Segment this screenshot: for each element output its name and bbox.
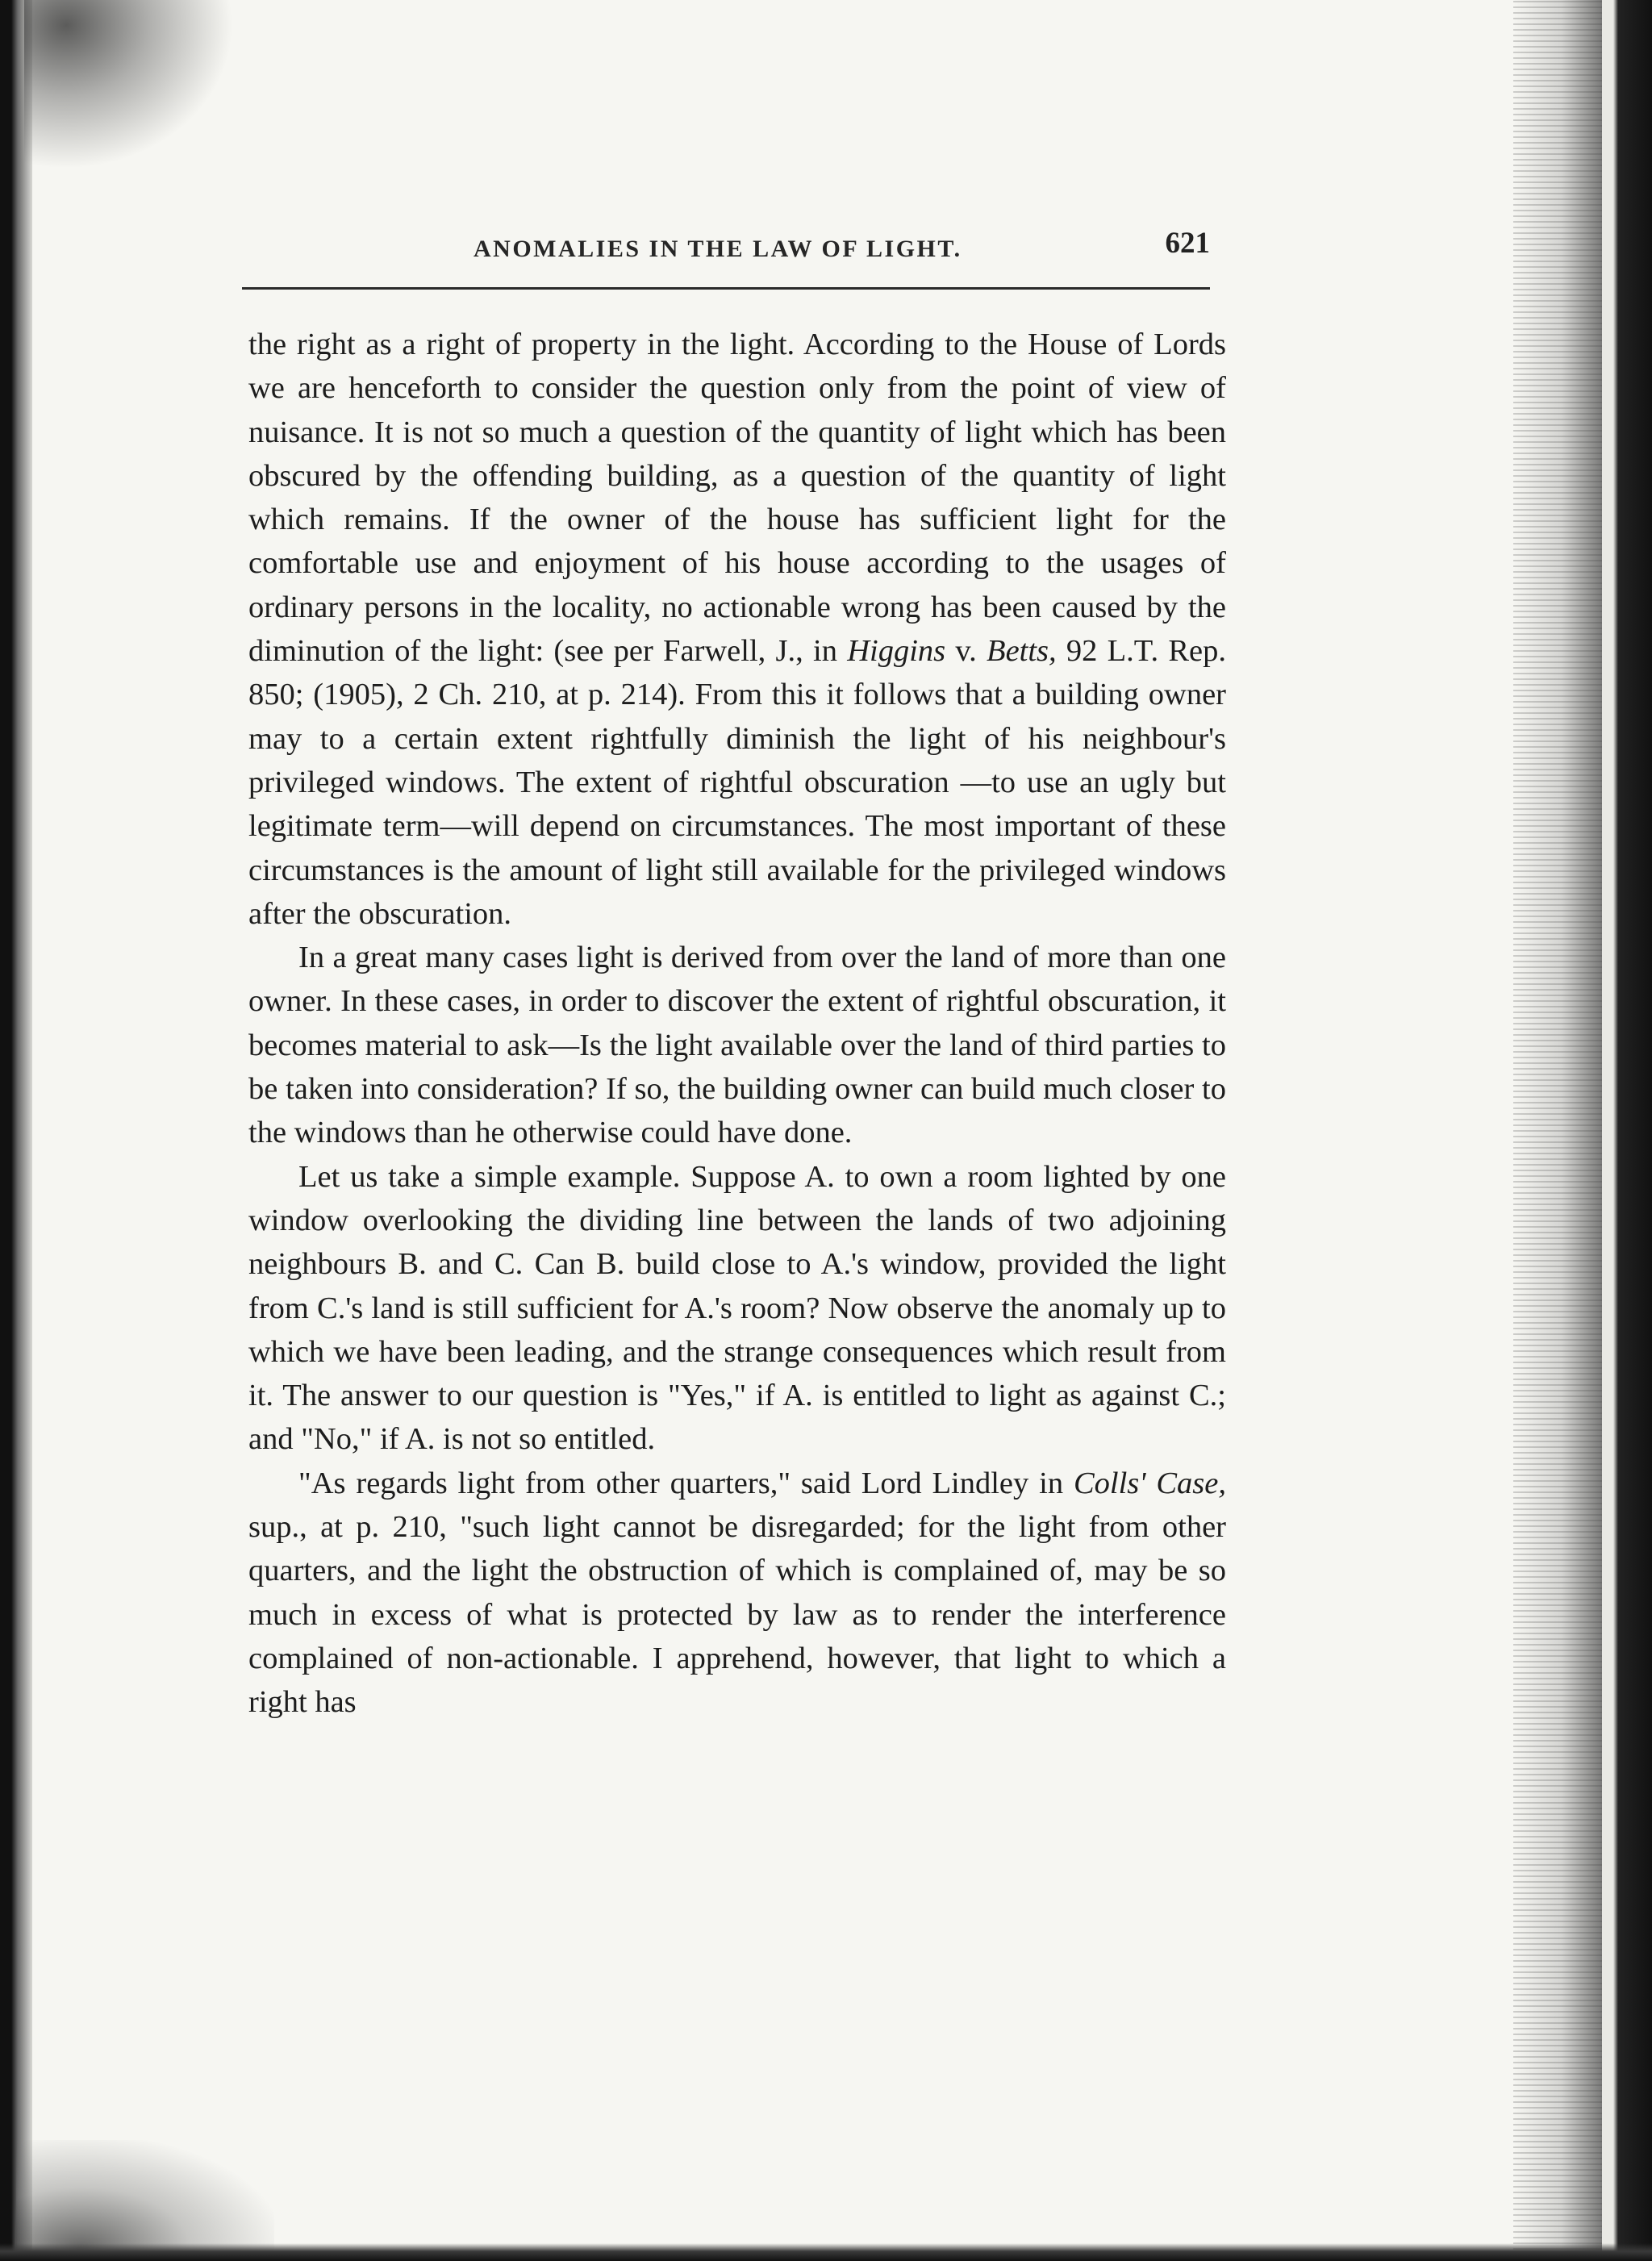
scan-shadow-top-left bbox=[24, 0, 234, 169]
paragraph-text: 92 L.T. Rep. 850; (1905), 2 Ch. 210, at p. 214). From this it follows that a building owner may to a certain extent rightfully diminish the light of his neighbour's privileged windows. The extent of rightful obscuration —to use an ugly but legitimate term—will depend on circumstances. The most important of these circumstances is the amount of light still available for the privileged windows after the obscuration. bbox=[248, 634, 1226, 931]
case-name-italic: Colls' Case, bbox=[1073, 1466, 1226, 1500]
scan-edge-right bbox=[1602, 0, 1652, 2261]
paragraph-text: Let us take a simple example. Suppose A. to own a room lighted by one window overlooking the dividing line between the lands of two adjoining neighbours B. and C. Can B. build close to A.'s window, provided the light from C.'s land is still sufficient for A.'s room? Now observe the anomaly up to which we have been leading, and the strange consequences which result from it. The answer to our question is "Yes," if A. is entitled to light as against C.; and "No," if A. is not so entitled. bbox=[248, 1159, 1226, 1457]
paragraph-text: the right as a right of property in the light. According to the House of Lords we are henceforth to consider the question only from the point of view of nuisance. It is not so much a question of the quantity of light which has been obscured by the offending building, as a question of the quantity of light which remains. If the owner of the house has sufficient light for the comfortable use and enjoyment of his house according to the usages of ordinary persons in the locality, no actionable wrong has been caused by the diminution of the light: (see per Farwell, J., in bbox=[248, 327, 1226, 669]
body-text bbox=[248, 323, 1226, 1725]
paragraph-text: v. bbox=[945, 634, 987, 669]
running-title: ANOMALIES IN THE LAW OF LIGHT. bbox=[473, 236, 962, 262]
running-head bbox=[242, 224, 1210, 273]
scan-edge-bottom bbox=[0, 2243, 1652, 2261]
paragraph-4 bbox=[248, 1462, 1226, 1725]
case-name-italic: Betts, bbox=[987, 634, 1057, 669]
page-number: 621 bbox=[1165, 227, 1210, 260]
scan-edge-left bbox=[0, 0, 32, 2261]
case-name-italic: Higgins bbox=[847, 634, 946, 669]
scan-page-edges-right bbox=[1513, 0, 1602, 2261]
paragraph-2 bbox=[248, 936, 1226, 1154]
paragraph-1 bbox=[248, 323, 1226, 936]
paragraph-text: "As regards light from other quarters," said Lord Lindley in bbox=[298, 1466, 1074, 1500]
header-rule bbox=[242, 287, 1210, 290]
paragraph-text: sup., at p. 210, "such light cannot be disregarded; for the light from other quarters, and the light the obstruction of which is complained of, may be so much in excess of what is protected by law as to render the interference complained of non-actionable. I apprehend, however, that light to which a right has bbox=[248, 1510, 1226, 1720]
paragraph-text: In a great many cases light is derived from over the land of more than one owner. In these cases, in order to discover the extent of rightful obscuration, it becomes material to ask—Is the light available over the land of third parties to be taken into consideration? If so, the building owner can build much closer to the windows than he otherwise could have done. bbox=[248, 941, 1226, 1150]
paragraph-3 bbox=[248, 1155, 1226, 1462]
